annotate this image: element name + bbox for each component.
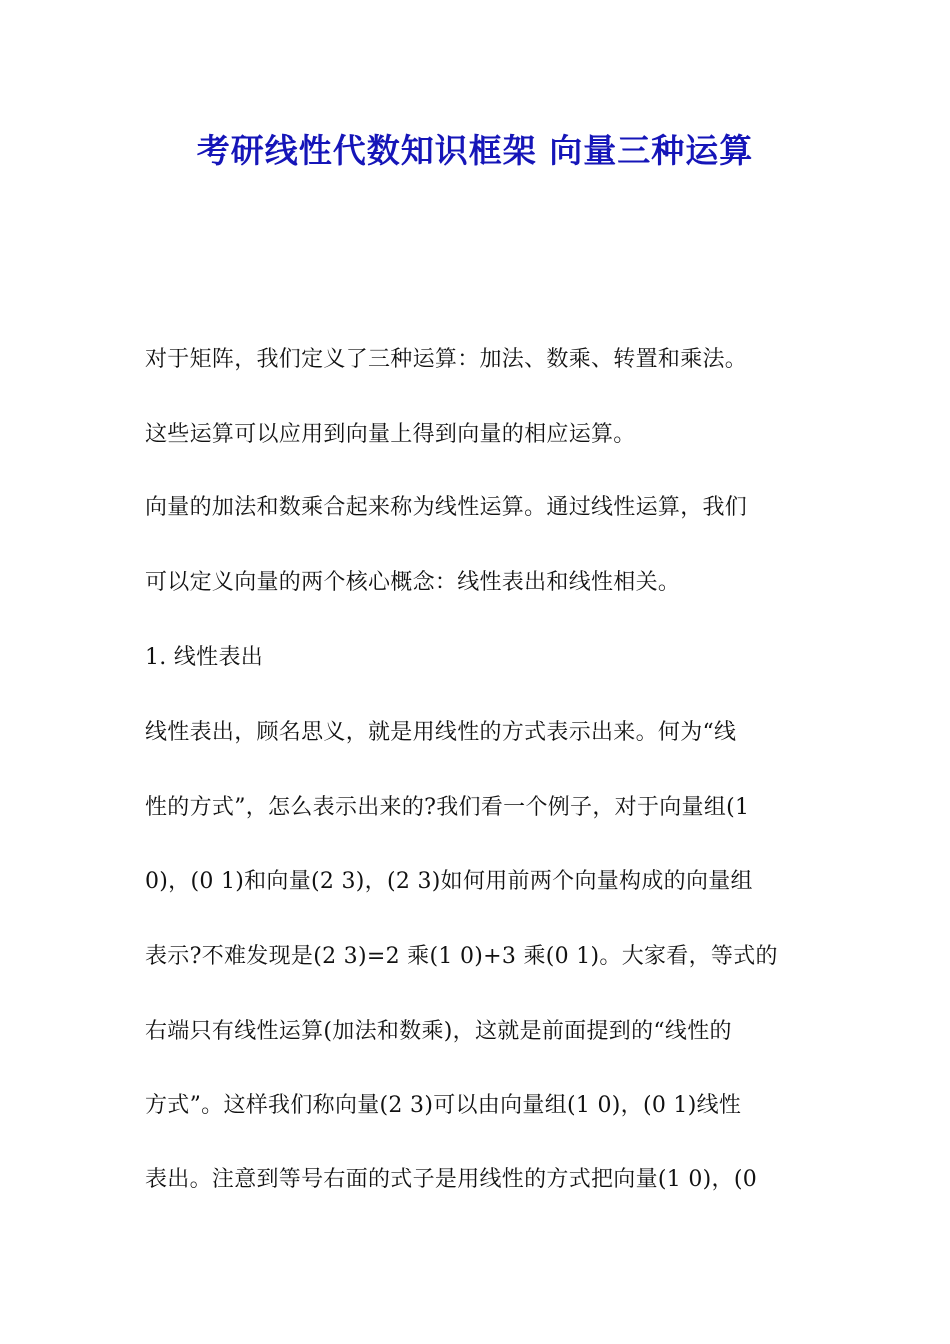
paragraph-line: 对于矩阵，我们定义了三种运算：加法、数乘、转置和乘法。 — [145, 347, 748, 372]
section-heading: 1. 线性表出 — [145, 645, 264, 670]
paragraph-line: 右端只有线性运算(加法和数乘)，这就是前面提到的“线性的 — [145, 1019, 732, 1044]
paragraph-line: 方式”。这样我们称向量(2 3)可以由向量组(1 0)，(0 1)线性 — [145, 1093, 742, 1118]
paragraph-line: 这些运算可以应用到向量上得到向量的相应运算。 — [145, 422, 636, 447]
paragraph-line: 可以定义向量的两个核心概念：线性表出和线性相关。 — [145, 570, 681, 595]
paragraph-line: 表示?不难发现是(2 3)=2 乘(1 0)+3 乘(0 1)。大家看，等式的 — [145, 944, 778, 969]
paragraph-line: 向量的加法和数乘合起来称为线性运算。通过线性运算，我们 — [145, 495, 748, 520]
paragraph-line: 线性表出，顾名思义，就是用线性的方式表示出来。何为“线 — [145, 720, 737, 745]
paragraph-line: 性的方式”，怎么表示出来的?我们看一个例子，对于向量组(1 — [145, 795, 750, 820]
paragraph-line: 表出。注意到等号右面的式子是用线性的方式把向量(1 0)，(0 — [145, 1167, 758, 1192]
document-title: 考研线性代数知识框架 向量三种运算 — [196, 131, 754, 170]
paragraph-line: 0)，(0 1)和向量(2 3)，(2 3)如何用前两个向量构成的向量组 — [145, 869, 753, 894]
